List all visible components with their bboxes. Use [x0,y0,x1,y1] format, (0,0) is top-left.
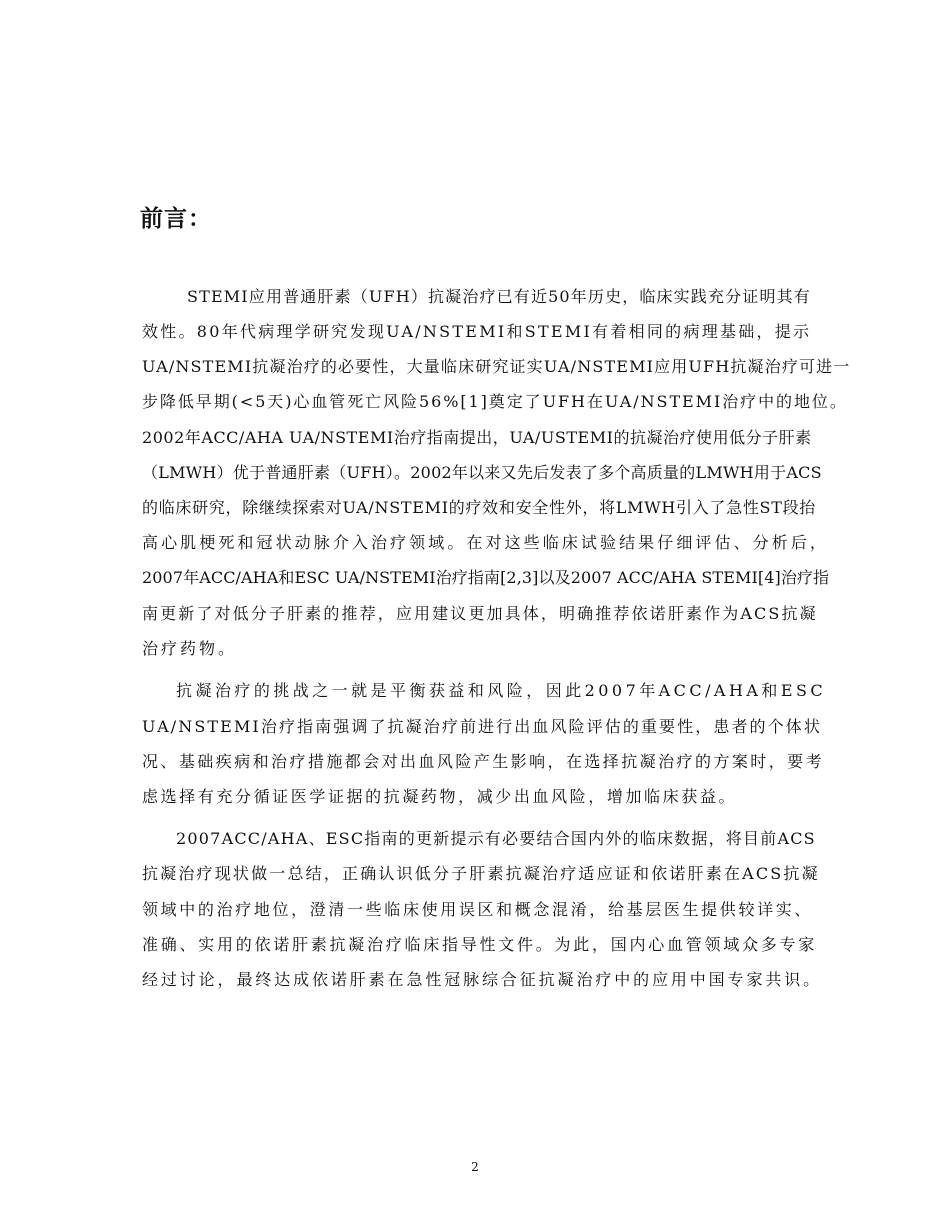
paragraph-line: 况、基础疾病和治疗措施都会对出血风险产生影响，在选择抗凝治疗的方案时，要考 [142,752,825,771]
paragraph-line: 2007ACC/AHA、ESC指南的更新提示有必要结合国内外的临床数据，将目前ACS [176,829,816,848]
paragraph-line: 经过讨论，最终达成依诺肝素在急性冠脉综合征抗凝治疗中的应用中国专家共识。 [142,970,823,989]
paragraph-line: 南更新了对低分子肝素的推荐，应用建议更加具体，明确推荐依诺肝素作为ACS抗凝 [142,604,818,623]
paragraph-line: 2007年ACC/AHA和ESC UA/NSTEMI治疗指南[2,3]以及2007 ACC/AHA STEMI[4]治疗指 [142,568,830,587]
paragraph-line: UA/NSTEMI治疗指南强调了抗凝治疗前进行出血风险评估的重要性，患者的个体状 [142,717,822,736]
paragraph-line: 步降低早期(<5天)心血管死亡风险56%[1]奠定了UFH在UA/NSTEMI治疗中的地位。 [142,392,848,411]
paragraph-line: 治疗药物。 [142,639,238,658]
paragraph-line: 准确、实用的依诺肝素抗凝治疗临床指导性文件。为此，国内心血管领域众多专家 [142,935,818,954]
paragraph-line: 抗凝治疗现状做一总结，正确认识低分子肝素抗凝治疗适应证和依诺肝素在ACS抗凝 [142,864,820,883]
page-number: 2 [471,1160,479,1174]
paragraph-line: 的临床研究，除继续探索对UA/NSTEMI的疗效和安全性外，将LMWH引入了急性ST段抬 [142,498,816,517]
paragraph-line: （LMWH）优于普通肝素（UFH）。2002年以来又先后发表了多个高质量的LMWH用于ACS [142,463,822,482]
paragraph-line: 高心肌梗死和冠状动脉介入治疗领域。在对这些临床试验结果仔细评估、分析后， [142,533,830,552]
paragraph-line: 领域中的治疗地位，澄清一些临床使用误区和概念混淆，给基层医生提供较详实、 [142,900,814,919]
paragraph-line: STEMI应用普通肝素（UFH）抗凝治疗已有近50年历史，临床实践充分证明其有 [187,287,811,306]
section-heading: 前言： [140,206,212,232]
paragraph-line: 效性。80年代病理学研究发现UA/NSTEMI和STEMI有着相同的病理基础，提示 [142,322,812,341]
paragraph-line: 虑选择有充分循证医学证据的抗凝药物，减少出血风险，增加临床获益。 [142,787,738,806]
paragraph-line: 抗凝治疗的挑战之一就是平衡获益和风险，因此2007年ACC/AHA和ESC [176,681,827,700]
paragraph-line: 2002年ACC/AHA UA/NSTEMI治疗指南提出，UA/USTEMI的抗凝治疗使用低分子肝素 [142,428,812,447]
paragraph-line: UA/NSTEMI抗凝治疗的必要性，大量临床研究证实UA/NSTEMI应用UFH抗凝治疗可进一 [142,357,851,376]
